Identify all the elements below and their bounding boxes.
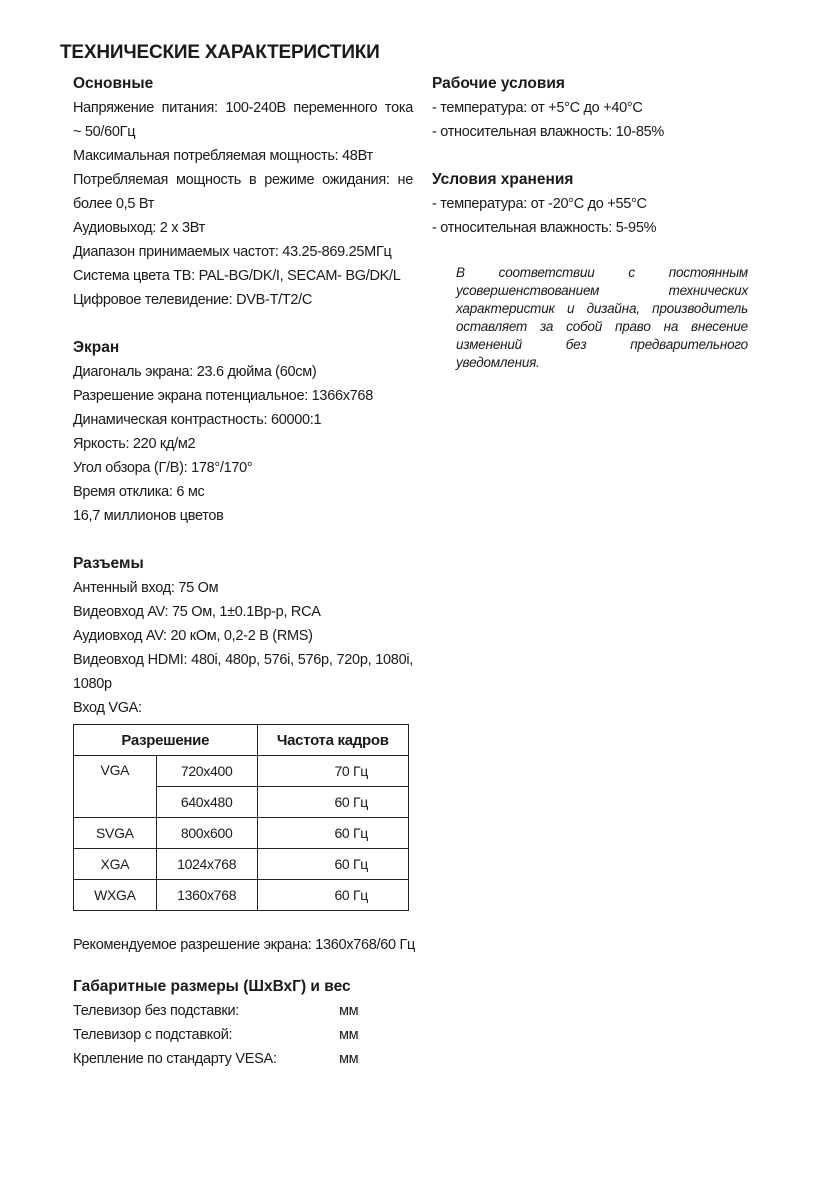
dimension-row: [73, 999, 413, 1023]
table-row: [74, 849, 409, 880]
recommended-resolution: Рекомендуемое разрешение экрана: 1360x768/60 Гц: [73, 937, 416, 953]
resolution-cell: 640x480: [156, 787, 257, 818]
screen-line: Угол обзора (Г/В): 178°/170°: [73, 460, 253, 476]
table-row: [74, 880, 409, 911]
dimension-row: [73, 1047, 413, 1071]
dimension-unit: мм: [339, 1003, 359, 1019]
ports-line: Видеовход AV: 75 Ом, 1±0.1Вр-р, RCA: [73, 604, 321, 620]
dimension-unit: мм: [339, 1027, 359, 1043]
resolution-cell: 1024x768: [156, 849, 257, 880]
storage-heading: Условия хранения: [432, 171, 574, 188]
table-row: [74, 818, 409, 849]
basic-line: Потребляемая мощность в режиме ожидания: не: [73, 172, 413, 188]
rate-cell: 60 Гц: [257, 787, 408, 818]
rate-cell: 60 Гц: [257, 849, 408, 880]
mode-cell: VGA: [74, 756, 157, 818]
basic-line: Напряжение питания: 100-240В переменного тока: [73, 100, 413, 116]
rate-cell: 60 Гц: [257, 880, 408, 911]
operating-line: - температура: от +5°С до +40°С: [432, 100, 643, 116]
basic-line: Система цвета ТВ: PAL-BG/DK/I, SECAM- BG/DK/L: [73, 268, 401, 284]
basic-line: более 0,5 Вт: [73, 196, 155, 212]
ports-heading: Разъемы: [73, 555, 144, 572]
screen-line: 16,7 миллионов цветов: [73, 508, 224, 524]
screen-line: Время отклика: 6 мс: [73, 484, 205, 500]
page-title: ТЕХНИЧЕСКИЕ ХАРАКТЕРИСТИКИ: [60, 42, 380, 63]
table-row: [74, 756, 409, 787]
basic-line: ~ 50/60Гц: [73, 124, 136, 140]
basic-line: Цифровое телевидение: DVB-T/T2/C: [73, 292, 313, 308]
dimension-label: Телевизор с подставкой:: [73, 1027, 233, 1043]
dimension-label: Телевизор без подставки:: [73, 1003, 239, 1019]
header-rate: Частота кадров: [257, 725, 408, 756]
header-resolution: Разрешение: [74, 725, 258, 756]
mode-cell: WXGA: [74, 880, 157, 911]
ports-line: Вход VGA:: [73, 700, 142, 716]
mode-cell: SVGA: [74, 818, 157, 849]
ports-line: Видеовход HDMI: 480i, 480p, 576i, 576p, 720p, 1080i,: [73, 652, 413, 668]
dimension-unit: мм: [339, 1051, 359, 1067]
operating-heading: Рабочие условия: [432, 75, 565, 92]
ports-line: 1080p: [73, 676, 112, 692]
operating-line: - относительная влажность: 10-85%: [432, 124, 664, 140]
rate-cell: 70 Гц: [257, 756, 408, 787]
rate-cell: 60 Гц: [257, 818, 408, 849]
basic-line: Диапазон принимаемых частот: 43.25-869.25МГц: [73, 244, 392, 260]
dimension-row: [73, 1023, 413, 1047]
resolution-cell: 800x600: [156, 818, 257, 849]
dimensions-heading: Габаритные размеры (ШхВхГ) и вес: [73, 978, 351, 995]
screen-line: Яркость: 220 кд/м2: [73, 436, 196, 452]
basic-line: Максимальная потребляемая мощность: 48Вт: [73, 148, 373, 164]
right-column: [432, 72, 752, 372]
ports-line: Антенный вход: 75 Ом: [73, 580, 219, 596]
screen-line: Динамическая контрастность: 60000:1: [73, 412, 322, 428]
dimension-label: Крепление по стандарту VESA:: [73, 1051, 277, 1067]
screen-line: Разрешение экрана потенциальное: 1366x768: [73, 388, 373, 404]
left-column: [73, 72, 416, 1071]
ports-line: Аудиовход AV: 20 кОм, 0,2-2 В (RMS): [73, 628, 313, 644]
basic-line: Аудиовыход: 2 х 3Вт: [73, 220, 205, 236]
mode-cell: XGA: [74, 849, 157, 880]
screen-line: Диагональ экрана: 23.6 дюйма (60см): [73, 364, 317, 380]
vga-resolution-table: [73, 724, 409, 911]
resolution-cell: 1360x768: [156, 880, 257, 911]
screen-heading: Экран: [73, 339, 120, 356]
table-header-row: [74, 725, 409, 756]
storage-line: - температура: от -20°С до +55°С: [432, 196, 647, 212]
storage-line: - относительная влажность: 5-95%: [432, 220, 657, 236]
resolution-cell: 720x400: [156, 756, 257, 787]
basic-heading: Основные: [73, 75, 154, 92]
disclaimer-note: В соответствии с постоянным усовершенствованием технических характеристик и дизайна, производитель оставляет за собой право на внесение изменений без предварительного уведомления.: [456, 265, 748, 370]
